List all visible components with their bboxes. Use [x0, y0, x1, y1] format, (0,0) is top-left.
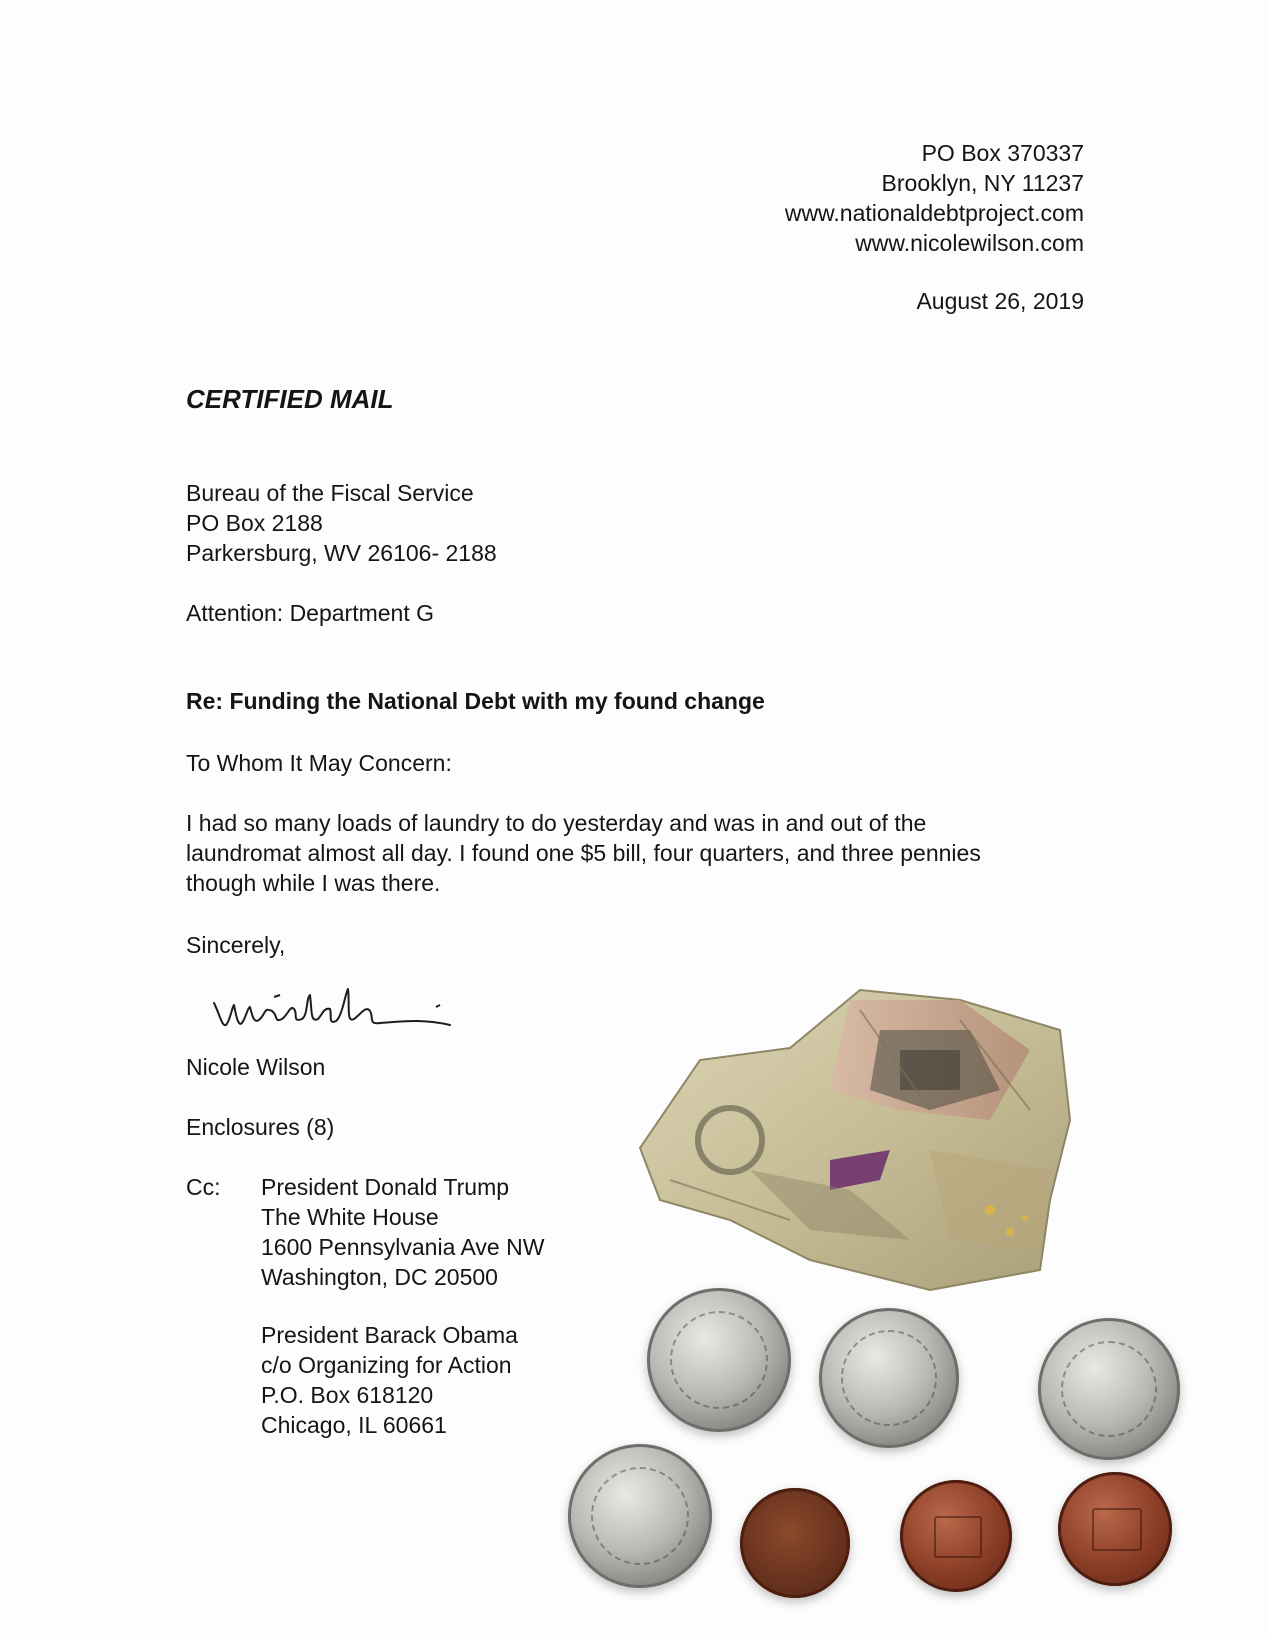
body-line-3: though while I was there. — [186, 870, 441, 896]
sender-city: Brooklyn, NY 11237 — [881, 170, 1084, 196]
signature-graphic — [210, 985, 470, 1045]
sender-po-box: PO Box 370337 — [921, 140, 1084, 166]
penny-coin — [740, 1488, 850, 1598]
body-line-2: laundromat almost all day. I found one $5 bill, four quarters, and three pennies — [186, 840, 981, 866]
cc1-line-2: The White House — [261, 1204, 439, 1230]
sender-website-1: www.nationaldebtproject.com — [784, 200, 1084, 226]
letter-date: August 26, 2019 — [916, 288, 1084, 314]
quarter-coin — [1038, 1318, 1180, 1460]
quarter-coin — [568, 1444, 712, 1588]
penny-coin — [1058, 1472, 1172, 1586]
recipient-city: Parkersburg, WV 26106- 2188 — [186, 540, 497, 566]
cc2-line-3: P.O. Box 618120 — [261, 1382, 434, 1408]
sender-address — [785, 138, 1084, 316]
quarter-coin — [819, 1308, 959, 1448]
body-line-1: I had so many loads of laundry to do yesterday and was in and out of the — [186, 810, 927, 836]
closing: Sincerely, — [186, 932, 286, 958]
recipient-po-box: PO Box 2188 — [186, 510, 323, 536]
quarter-coin — [647, 1288, 791, 1432]
enclosures-count: Enclosures (8) — [186, 1114, 335, 1140]
sender-website-2: www.nicolewilson.com — [855, 230, 1084, 256]
recipient-address — [186, 478, 497, 628]
cc2-line-4: Chicago, IL 60661 — [261, 1412, 447, 1438]
cc-recipient-2 — [261, 1320, 518, 1440]
attention-line: Attention: Department G — [186, 600, 435, 626]
cc2-line-1: President Barack Obama — [261, 1322, 518, 1348]
cc2-line-2: c/o Organizing for Action — [261, 1352, 512, 1378]
certified-mail-heading: CERTIFIED MAIL — [186, 384, 394, 414]
signature-name: Nicole Wilson — [186, 1054, 326, 1080]
penny-coin — [900, 1480, 1012, 1592]
cc-recipient-1 — [261, 1172, 544, 1292]
cc-label: Cc: — [186, 1174, 221, 1200]
five-dollar-bill-photo — [630, 970, 1120, 1310]
cc1-line-3: 1600 Pennsylvania Ave NW — [261, 1234, 545, 1260]
cc1-line-4: Washington, DC 20500 — [261, 1264, 498, 1290]
subject-line: Re: Funding the National Debt with my found change — [186, 688, 765, 714]
recipient-name: Bureau of the Fiscal Service — [186, 480, 474, 506]
letter-body — [186, 808, 981, 898]
cc1-line-1: President Donald Trump — [261, 1174, 510, 1200]
salutation: To Whom It May Concern: — [186, 750, 452, 776]
